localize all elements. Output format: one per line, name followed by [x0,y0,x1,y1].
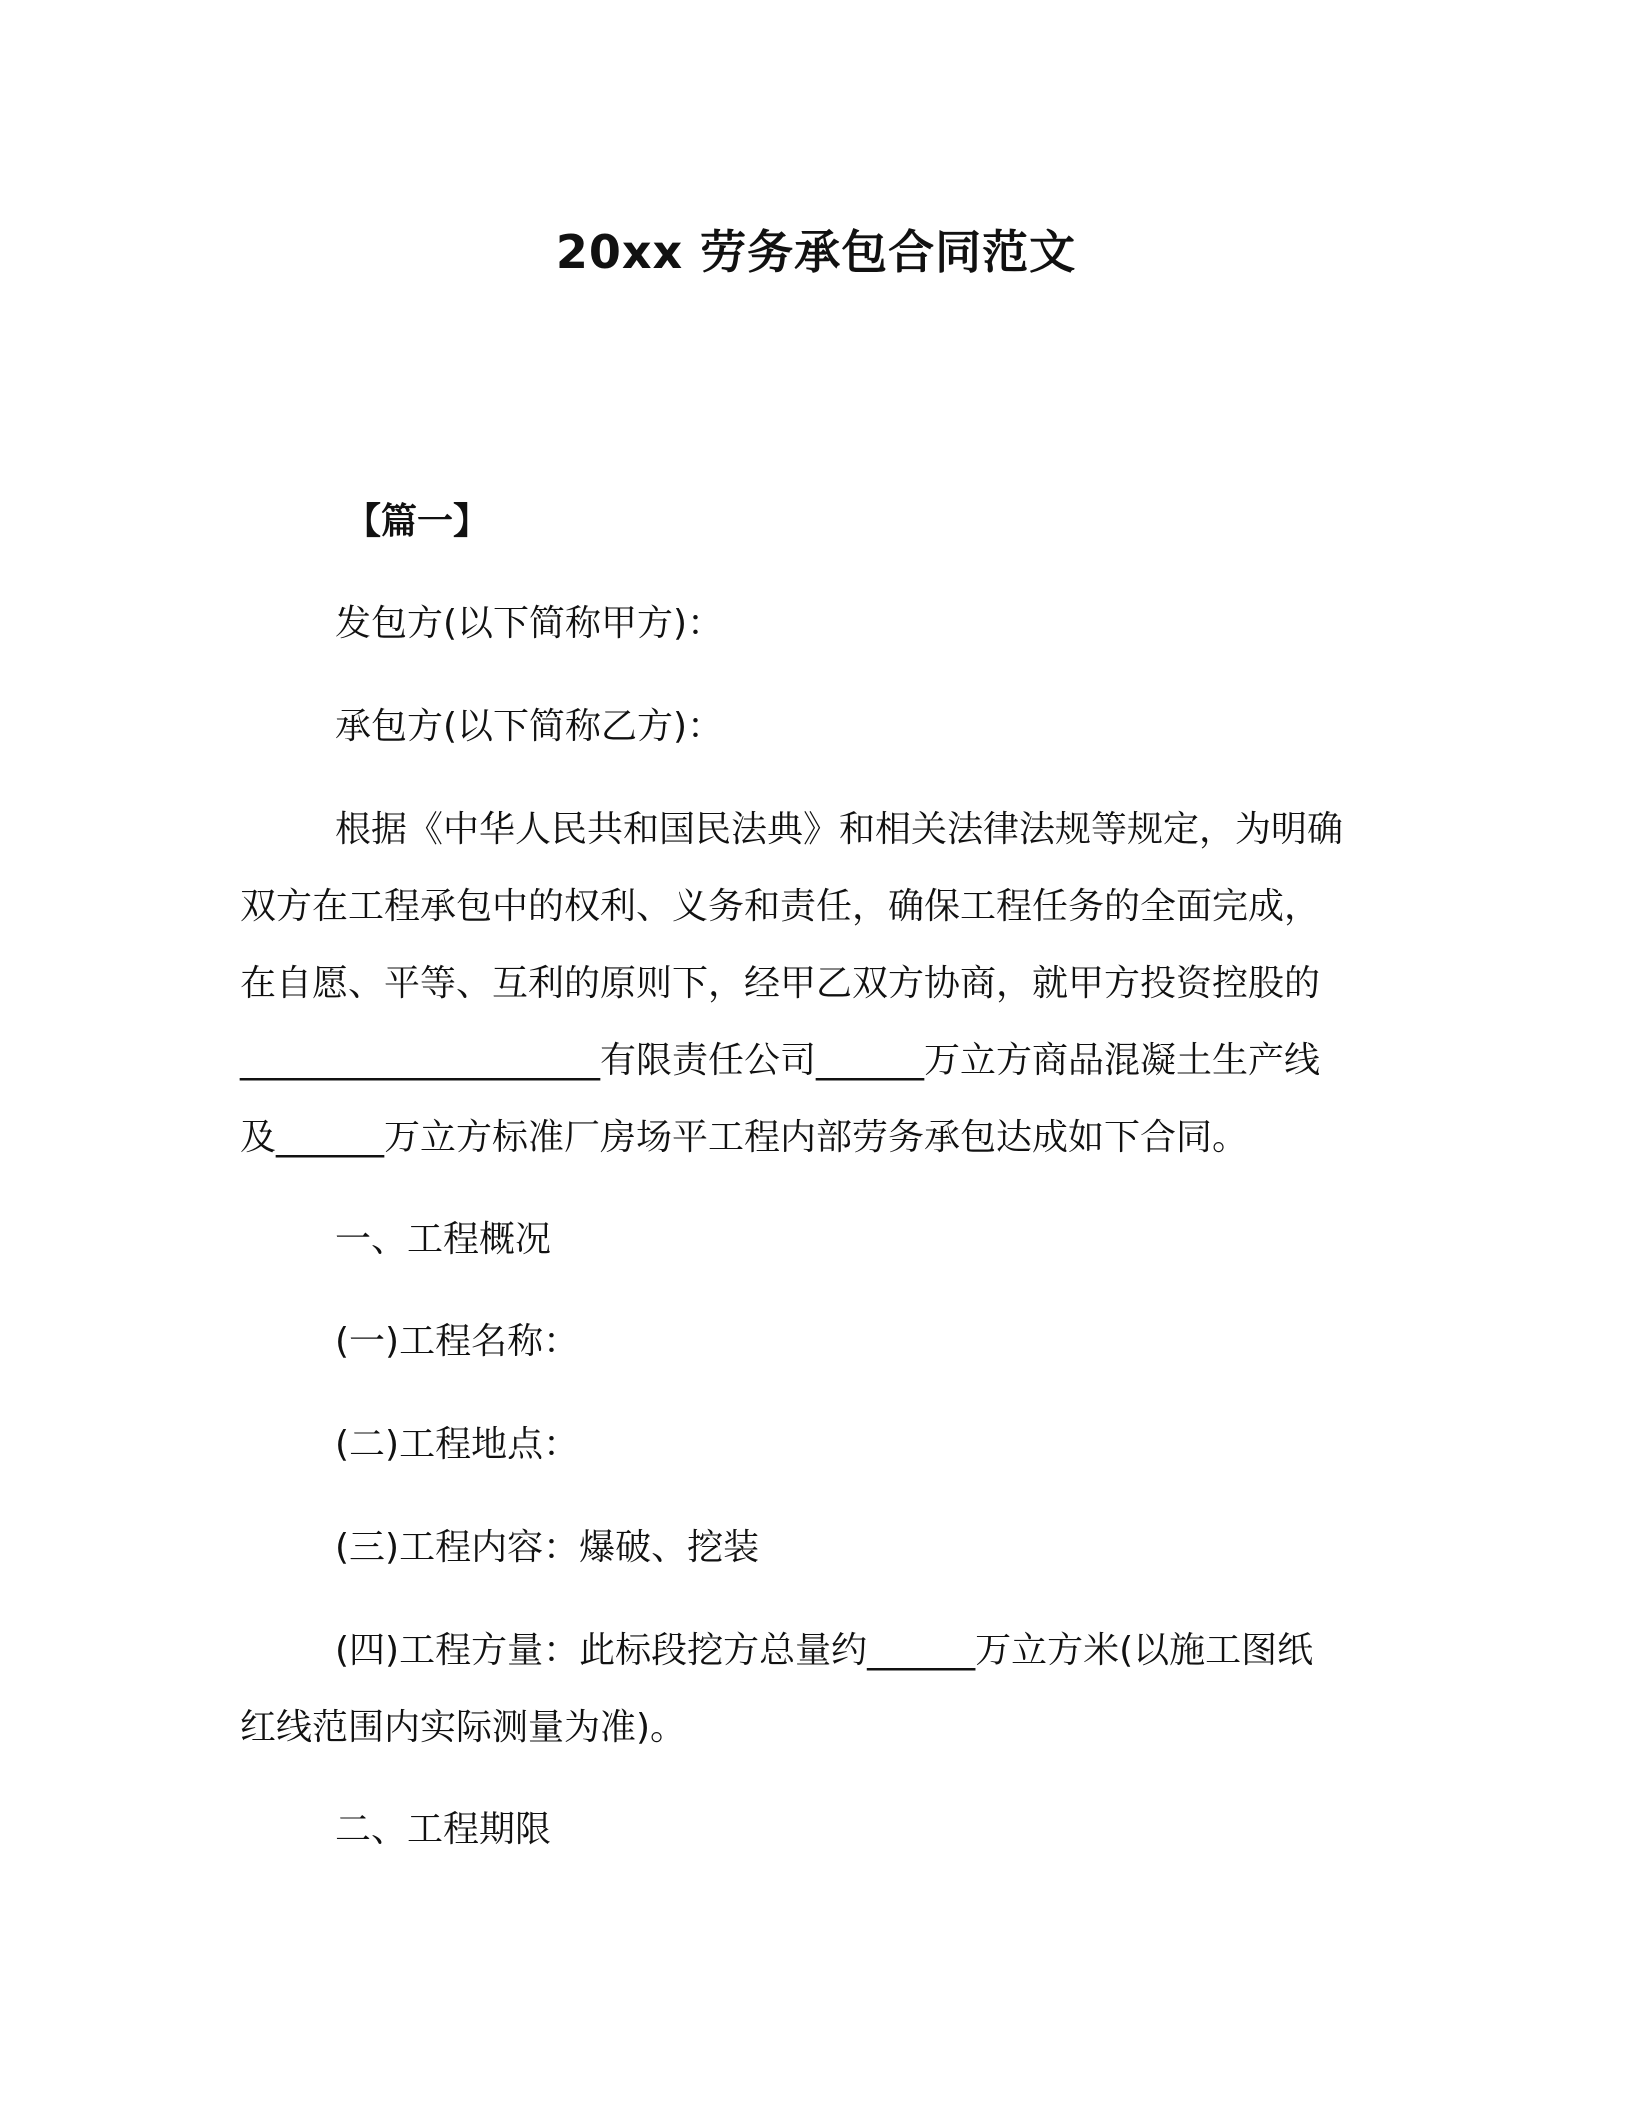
section-label: 【篇一】 [345,501,490,542]
item-project-volume-line-2: 红线范围内实际测量为准)。 [240,1707,687,1748]
item-project-location: (二)工程地点： [335,1424,580,1465]
party-a-line: 发包方(以下简称甲方)： [335,603,724,644]
preamble-line-3: 在自愿、平等、互利的原则下，经甲乙双方协商，就甲方投资控股的 [240,963,1321,1004]
heading-project-period: 二、工程期限 [335,1809,552,1850]
preamble-line-2: 双方在工程承包中的权利、义务和责任，确保工程任务的全面完成， [240,886,1321,927]
item-project-name: (一)工程名称： [335,1321,580,1362]
document-title: 20xx 劳务承包合同范文 [555,225,1077,279]
preamble-line-4: ____________________有限责任公司______万立方商品混凝土生产线 [240,1040,1321,1081]
party-b-line: 承包方(以下简称乙方)： [335,706,724,747]
preamble-line-1: 根据《中华人民共和国民法典》和相关法律法规等规定，为明确 [335,809,1344,850]
item-project-content: (三)工程内容：爆破、挖装 [335,1527,760,1568]
item-project-volume-line-1: (四)工程方量：此标段挖方总量约______万立方米(以施工图纸 [335,1630,1314,1671]
heading-engineering-overview: 一、工程概况 [335,1219,552,1260]
preamble-line-5: 及______万立方标准厂房场平工程内部劳务承包达成如下合同。 [240,1117,1249,1158]
